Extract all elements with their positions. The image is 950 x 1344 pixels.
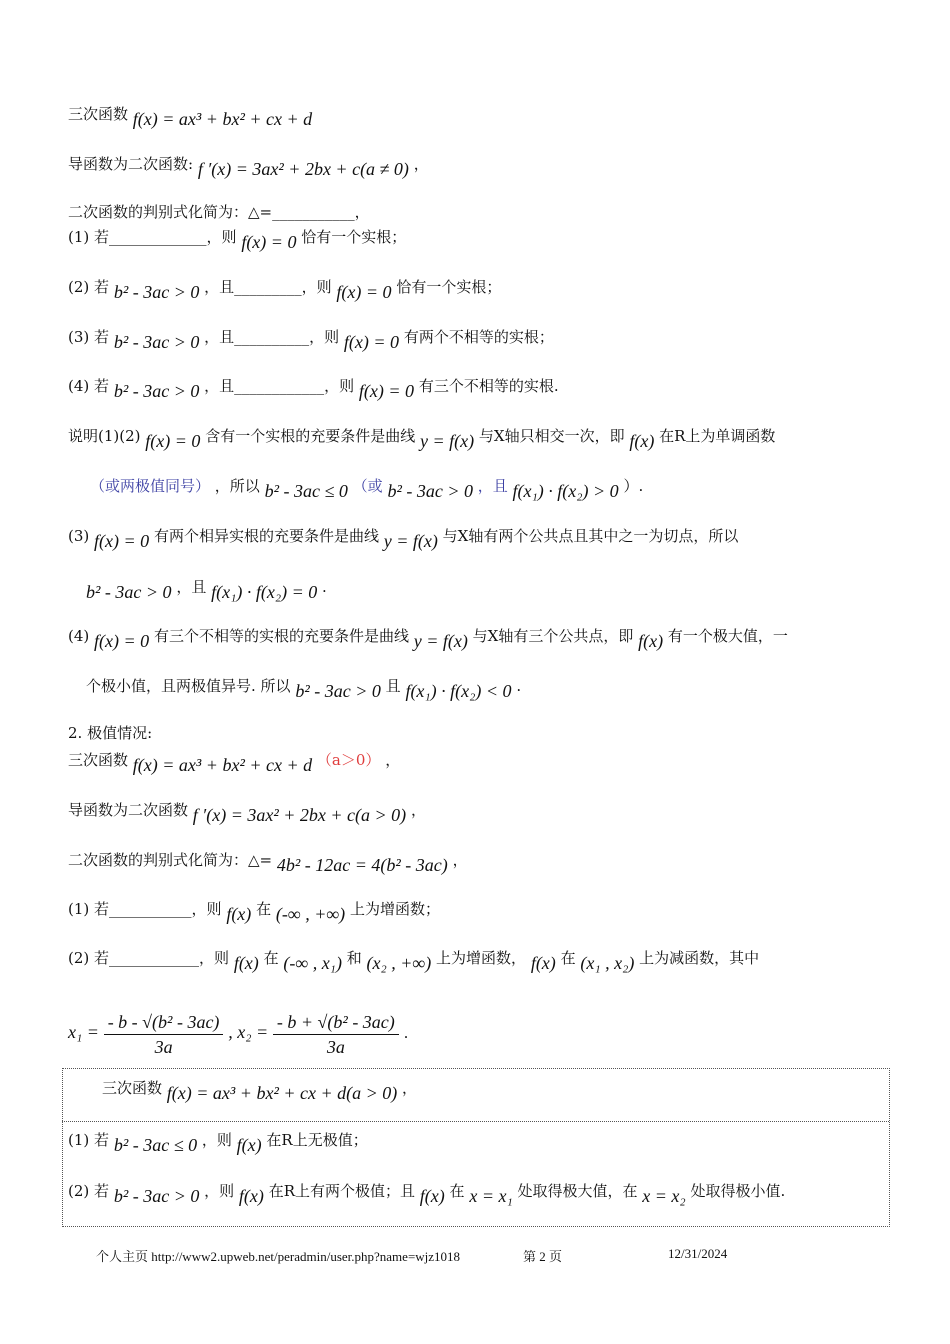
footer-homepage: 个人主页 http://www2.upweb.net/peradmin/user.php?name=wjz1018 <box>96 1249 461 1264</box>
s1-explain-3 <box>68 524 739 551</box>
text: 与X轴有三个公共点，即 <box>472 627 634 645</box>
math: f(x) = ax³ + bx² + cx + d <box>132 755 313 775</box>
s1-case-2 <box>68 275 502 302</box>
text: ， <box>413 155 429 173</box>
text-blue: （或两极值同号） <box>90 477 211 495</box>
text: 在 <box>560 949 576 967</box>
text: 有一个极大值，一 <box>667 627 788 645</box>
text: (3) <box>68 527 90 545</box>
text: (1) 若___________，则 <box>68 900 222 918</box>
text: (4) 若 <box>68 377 110 395</box>
fraction-x1 <box>104 1010 224 1059</box>
text: ， <box>410 801 426 819</box>
s1-explain-5 <box>68 624 788 651</box>
text: ，且__________，则 <box>204 328 340 346</box>
math: f(x) <box>629 431 655 451</box>
text: 与X轴只相交一次，即 <box>478 427 625 445</box>
text: 说明(1)(2) <box>68 427 141 445</box>
text: . <box>322 578 327 596</box>
math: f(x) <box>236 1135 262 1155</box>
s1-case-4 <box>68 374 559 401</box>
text: 和 <box>346 949 362 967</box>
text: ，则 <box>204 1182 235 1200</box>
text: 恰有一个实根； <box>396 278 502 296</box>
text: 在 <box>263 949 279 967</box>
text: 有两个相异实根的充要条件是曲线 <box>153 527 379 545</box>
text: ，且 <box>176 578 207 596</box>
text: ， <box>402 1079 418 1097</box>
text: 上为增函数； <box>349 900 440 918</box>
text: 在R上为单调函数 <box>659 427 776 445</box>
text-red: （a＞0） <box>316 751 381 769</box>
text: 有三个不相等的实根的充要条件是曲线 <box>153 627 409 645</box>
text: 三次函数 <box>68 751 129 769</box>
math: f(x) = 0 <box>343 332 400 352</box>
text: 在 <box>449 1182 465 1200</box>
math: (x₁ , x₂) <box>580 953 635 973</box>
s1-explain-4 <box>86 575 327 602</box>
numerator: - b + √(b² - 3ac) <box>273 1010 399 1035</box>
text: ， <box>385 751 401 769</box>
text: 处取得极小值. <box>690 1182 786 1200</box>
text: 且 <box>385 677 401 695</box>
s1-explain-1 <box>68 424 776 451</box>
section-heading: 2. 极值情况: <box>68 724 153 742</box>
s2-line-1 <box>68 748 401 775</box>
text: 有两个不相等的实根； <box>403 328 554 346</box>
math: f(x) = 0 <box>241 232 297 252</box>
math: y = f(x) <box>413 631 468 651</box>
text: 三次函数 <box>102 1079 163 1097</box>
math: b² - 3ac > 0 <box>113 282 200 302</box>
text: . <box>516 677 522 695</box>
math-derivative: f ′(x) = 3ax² + 2bx + c(a ≠ 0) <box>197 159 409 179</box>
text: 恰有一个实根； <box>301 228 407 246</box>
text: 处取得极大值，在 <box>517 1182 638 1200</box>
text: (4) <box>68 627 90 645</box>
denominator: 3a <box>326 1036 345 1057</box>
text: 个极小值，且两极值异号. 所以 <box>86 677 291 695</box>
footer-date: 12/31/2024 <box>668 1246 728 1261</box>
text: (1) 若 <box>68 1131 110 1149</box>
text: 上为增函数， <box>436 949 527 967</box>
text: 二次函数的判别式化简为：△=___________， <box>68 203 370 221</box>
math: f(x) = ax³ + bx² + cx + d(a > 0) <box>166 1083 398 1103</box>
text: (2) 若 <box>68 1182 110 1200</box>
text: ，所以 <box>214 477 260 495</box>
s1-explain-2 <box>90 474 644 501</box>
text: 二次函数的判别式化简为：△= <box>68 851 273 869</box>
math: f(x₁) · f(x₂) < 0 <box>405 681 512 701</box>
math: x = x₂ <box>642 1186 686 1206</box>
math: f(x) = 0 <box>336 282 392 302</box>
math: b² - 3ac > 0 <box>113 332 200 352</box>
text: ）. <box>623 477 644 495</box>
table-row-1 <box>68 1128 368 1155</box>
math: y = f(x) <box>383 531 438 551</box>
text: 导函数为二次函数 <box>68 801 189 819</box>
text: ，则 <box>201 1131 232 1149</box>
s1-explain-6 <box>86 674 522 701</box>
math: 4b² - 12ac = 4(b² - 3ac) <box>276 855 448 875</box>
text: (1) 若_____________，则 <box>68 228 237 246</box>
table-header <box>102 1076 418 1103</box>
math: f(x₁) · f(x₂) > 0 <box>512 481 619 501</box>
math: f(x) <box>530 953 556 973</box>
math: f(x) = 0 <box>145 431 201 451</box>
math: f(x₁) · f(x₂) = 0 <box>211 582 318 602</box>
text: 含有一个实根的充要条件是曲线 <box>205 427 416 445</box>
footer-page-number: 第 2 页 <box>523 1249 563 1264</box>
math: b² - 3ac > 0 <box>387 481 473 501</box>
s1-line-3 <box>68 201 370 223</box>
math: f ′(x) = 3ax² + 2bx + c(a > 0) <box>192 805 407 825</box>
math: f(x) <box>419 1186 445 1206</box>
numerator: - b - √(b² - 3ac) <box>104 1010 224 1035</box>
text-blue: ，且 <box>477 477 508 495</box>
table-divider <box>62 1121 889 1122</box>
table-row-2 <box>68 1179 786 1206</box>
math: , x₂ = <box>228 1022 269 1042</box>
text: 上为减函数，其中 <box>639 949 760 967</box>
s2-case-2 <box>68 946 760 973</box>
text: (2) 若____________，则 <box>68 949 230 967</box>
math: b² - 3ac > 0 <box>86 582 172 602</box>
s2-case-1 <box>68 897 440 924</box>
text: 在R上有两个极值；且 <box>268 1182 415 1200</box>
text: 三次函数 <box>68 105 129 123</box>
math: x₁ = <box>68 1022 99 1042</box>
text: 有三个不相等的实根. <box>418 377 559 395</box>
fraction-x2 <box>273 1010 399 1059</box>
math: f(x) <box>233 953 259 973</box>
math: x = x₁ <box>469 1186 513 1206</box>
math: b² - 3ac ≤ 0 <box>264 481 348 501</box>
s2-roots-formula <box>68 1004 408 1061</box>
text-blue: （或 <box>352 477 383 495</box>
text: . <box>403 1024 409 1042</box>
math: y = f(x) <box>419 431 475 451</box>
text: 与X轴有两个公共点且其中之一为切点，所以 <box>442 527 739 545</box>
s1-line-2 <box>68 152 429 179</box>
text: ， <box>452 851 468 869</box>
math: f(x) <box>238 1186 264 1206</box>
math: (-∞ , +∞) <box>275 904 346 924</box>
s2-heading <box>68 722 152 744</box>
text: 在 <box>256 900 272 918</box>
math: b² - 3ac ≤ 0 <box>113 1135 198 1155</box>
denominator: 3a <box>154 1036 173 1057</box>
text: 在R上无极值； <box>266 1131 368 1149</box>
s1-case-1 <box>68 225 407 252</box>
math: b² - 3ac > 0 <box>113 381 200 401</box>
text: (2) 若 <box>68 278 110 296</box>
math: (x₂ , +∞) <box>366 953 432 973</box>
math: f(x) <box>226 904 252 924</box>
text: 导函数为二次函数: <box>68 155 194 173</box>
text: ，且____________，则 <box>204 377 355 395</box>
math-cubic-function: f(x) = ax³ + bx² + cx + d <box>132 109 313 129</box>
math: f(x) = 0 <box>94 531 150 551</box>
math: f(x) = 0 <box>94 631 150 651</box>
math: f(x) = 0 <box>358 381 415 401</box>
math: (-∞ , x₁) <box>283 953 342 973</box>
s2-line-3 <box>68 848 468 875</box>
text: (3) 若 <box>68 328 110 346</box>
math: b² - 3ac > 0 <box>295 681 381 701</box>
math: b² - 3ac > 0 <box>113 1186 200 1206</box>
text: ，且_________，则 <box>204 278 332 296</box>
math: f(x) <box>638 631 664 651</box>
s1-case-3 <box>68 325 554 352</box>
s1-line-1 <box>68 102 313 129</box>
s2-line-2 <box>68 798 426 825</box>
